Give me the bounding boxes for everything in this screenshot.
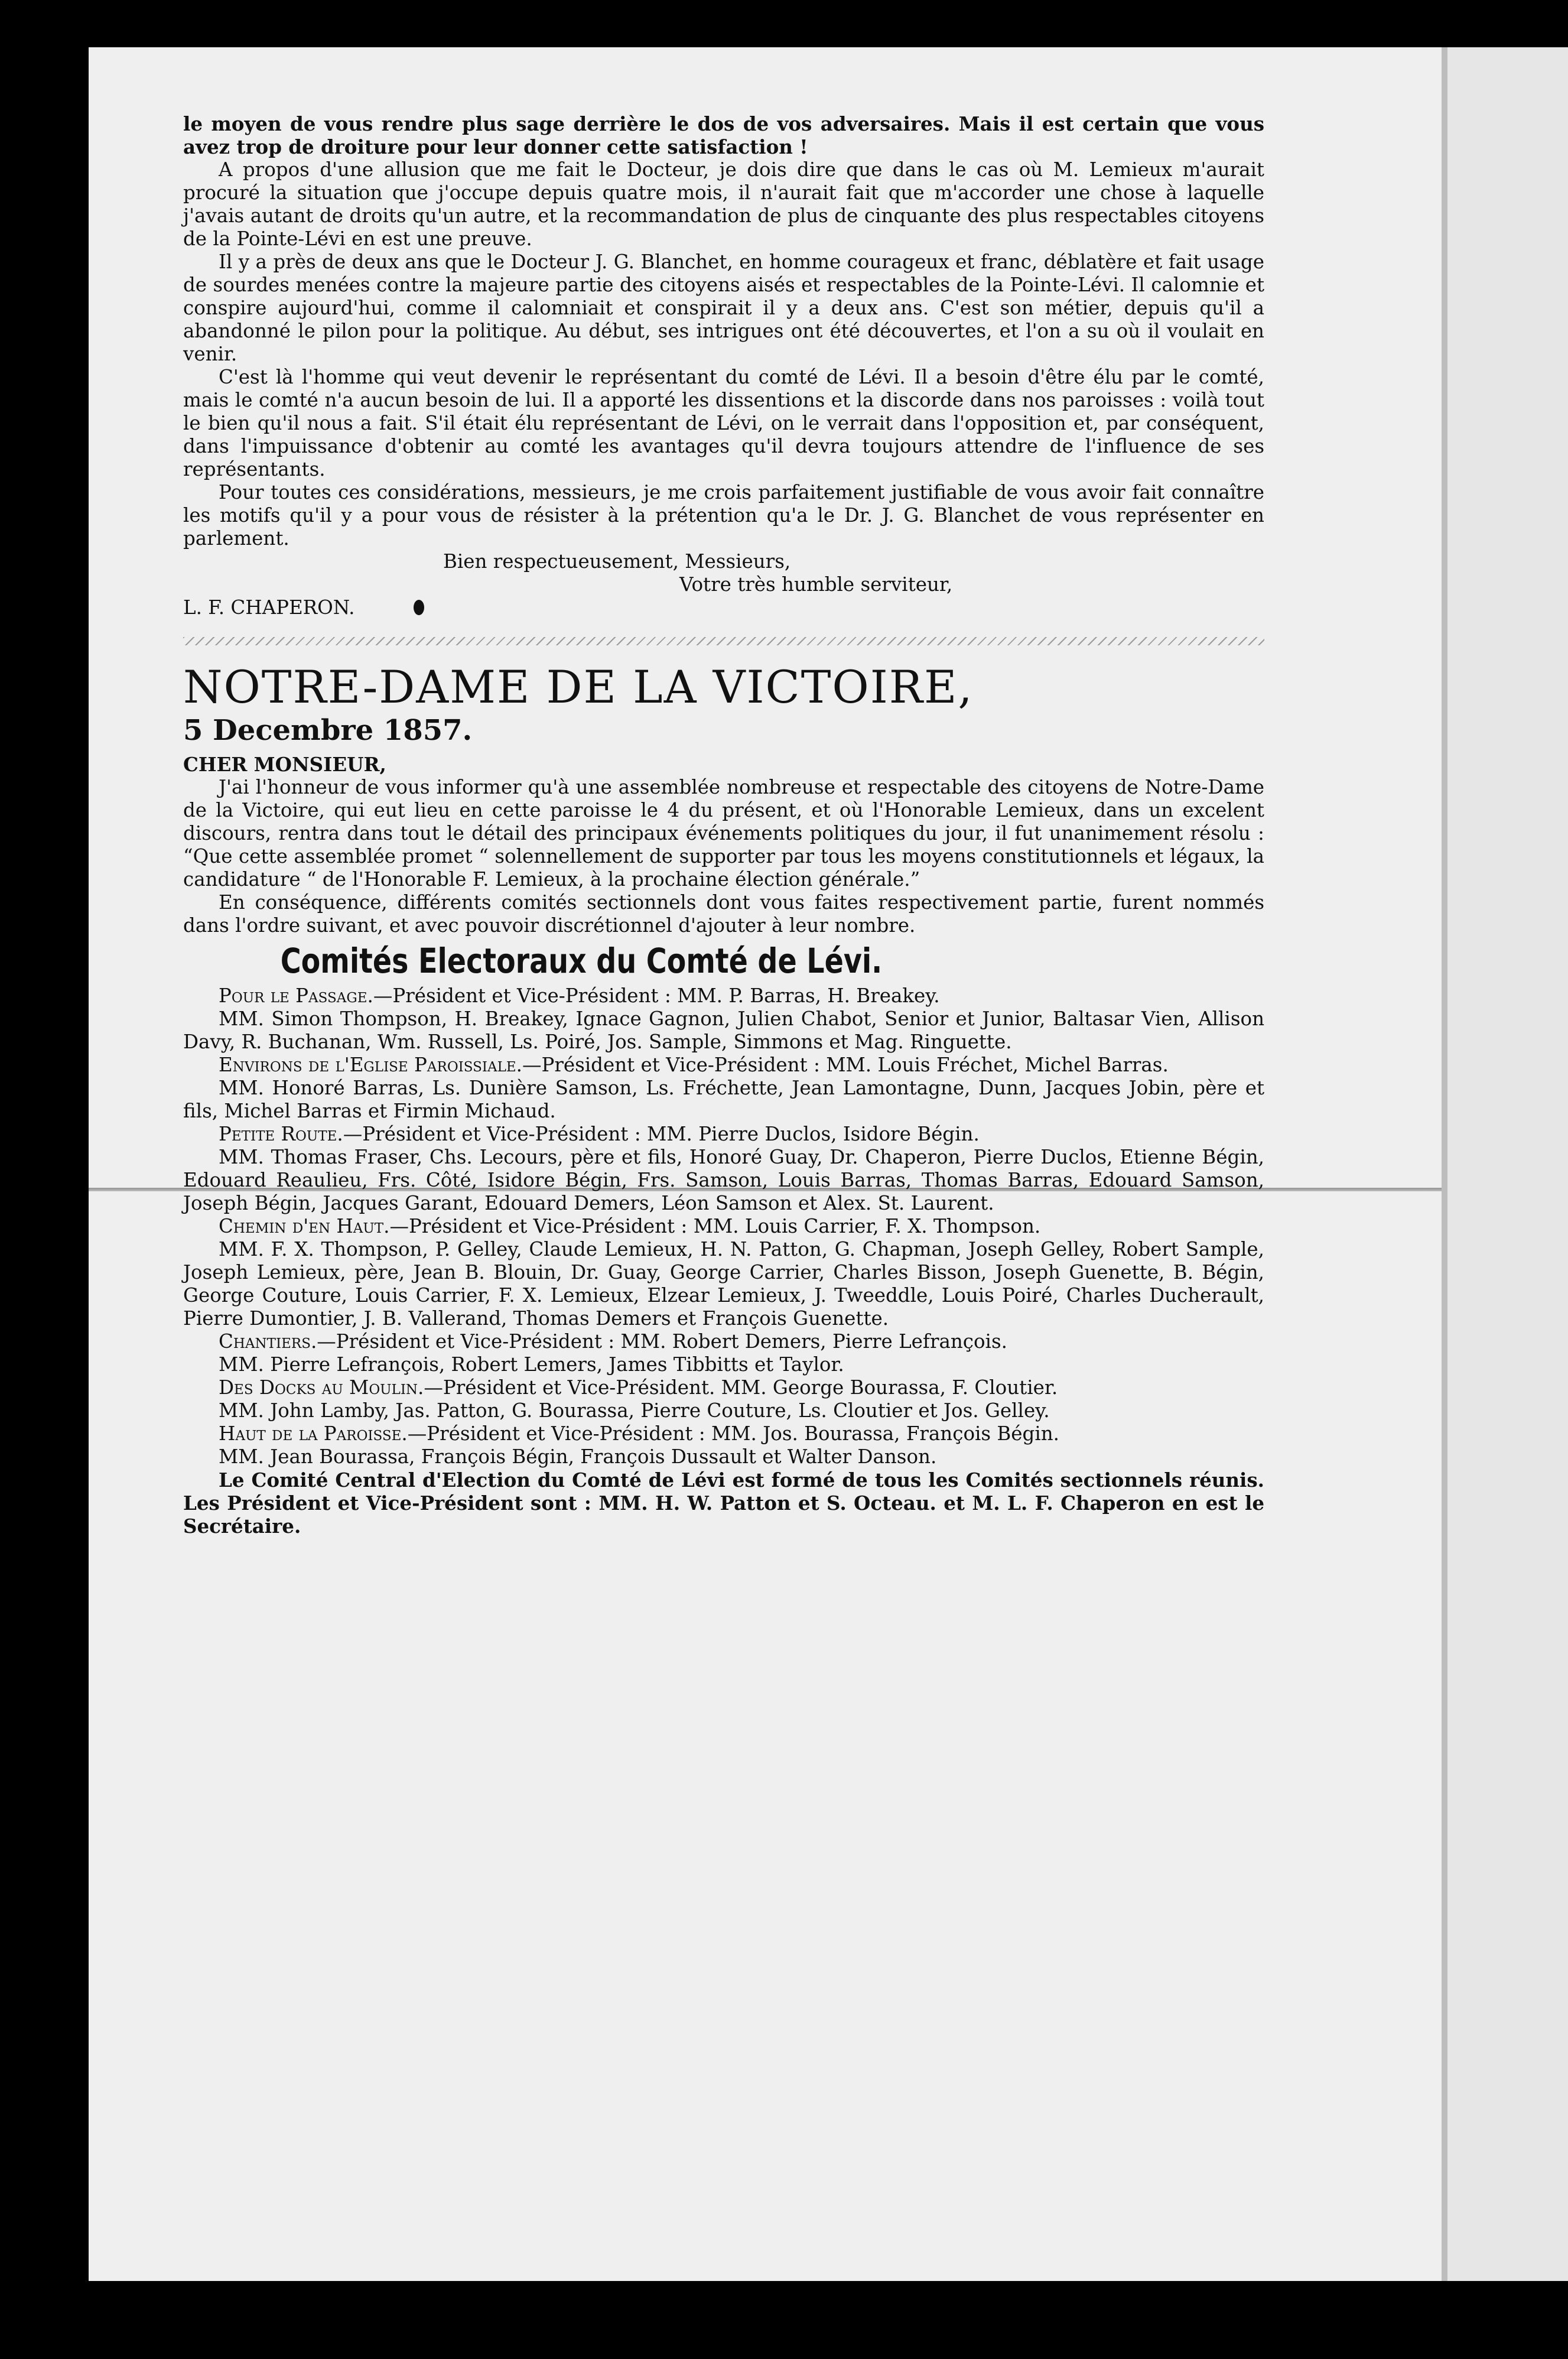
committee-members: MM. John Lamby, Jas. Patton, G. Bourassa, Pierre Couture, Ls. Cloutier et Jos. Gelley. bbox=[219, 1399, 1050, 1422]
committee-name: Des Docks au Moulin. bbox=[219, 1376, 424, 1399]
committee-members: MM. Thomas Fraser, Chs. Lecours, père et fils, Honoré Guay, Dr. Chaperon, Pierre Duclos, Etienne Bégin, Edouard Reaulieu, Frs. Côté, Isidore Bégin, Frs. Samson, Louis Barras, Thomas Barras, Edouard Samson, Joseph Bégin, Jacques Garant, Edouard Demers, Léon Samson et Alex. St. Laurent. bbox=[183, 1146, 1264, 1214]
committee-officers-text: —Président et Vice-Président : MM. Pierre Duclos, Isidore Bégin. bbox=[343, 1123, 980, 1145]
central-committee-paragraph: Le Comité Central d'Election du Comté de Lévi est formé de tous les Comités sectionnels réunis. Les Président et Vice-Président sont : MM. H. W. Patton et S. Octeau. et M. L. F. Chaperon en est le Secrétaire. bbox=[183, 1468, 1264, 1538]
notice-title: NOTRE-DAME DE LA VICTOIRE, bbox=[183, 661, 974, 713]
document-content bbox=[183, 112, 1264, 1538]
letter-paragraph-4: C'est là l'homme qui veut devenir le représentant du comté de Lévi. Il a besoin d'être élu par le comté, mais le comté n'a aucun besoin de lui. Il a apporté les dissentions et la discorde dans nos paroisses : voilà tout le bien qu'il nous a fait. S'il était élu représentant de Lévi, on le verrait dans l'opposition et, par conséquent, dans l'impuissance d'obtenir au comté les avantages qu'il devra toujours attendre de l'influence de ses représentants. bbox=[183, 366, 1264, 480]
ink-dot bbox=[414, 600, 424, 615]
committee-officers bbox=[183, 1123, 1264, 1146]
notice-paragraph-2: En conséquence, différents comités sectionnels dont vous faites respectivement partie, furent nommés dans l'ordre suivant, et avec pouvoir discrétionnel d'ajouter à leur nombre. bbox=[183, 891, 1264, 937]
committee-officers bbox=[183, 1376, 1264, 1399]
committee-officers-text: —Président et Vice-Président : MM. Louis Fréchet, Michel Barras. bbox=[522, 1054, 1169, 1076]
notice-section bbox=[183, 662, 1264, 937]
letter-signature: L. F. CHAPERON. bbox=[183, 596, 355, 619]
section-divider bbox=[183, 637, 1264, 645]
adjacent-page-edge bbox=[1447, 47, 1568, 2281]
committee-officers-text: —Président et Vice-Président : MM. Jos. Bourassa, François Bégin. bbox=[407, 1422, 1059, 1445]
committee-members: MM. Honoré Barras, Ls. Dunière Samson, Ls. Fréchette, Jean Lamontagne, Dunn, Jacques Jobin, père et fils, Michel Barras et Firmin Michaud. bbox=[183, 1077, 1264, 1122]
committee-officers-text: —Président et Vice-Président. MM. George Bourassa, F. Cloutier. bbox=[424, 1376, 1058, 1399]
committee-members: MM. Pierre Lefrançois, Robert Lemers, James Tibbitts et Taylor. bbox=[219, 1353, 844, 1376]
committee-officers bbox=[183, 1215, 1264, 1238]
committee-members: MM. F. X. Thompson, P. Gelley, Claude Lemieux, H. N. Patton, G. Chapman, Joseph Gelley, Robert Sample, Joseph Lemieux, père, Jean B. Blouin, Dr. Guay, George Carrier, Charles Bisson, Joseph Guenette, B. Bégin, George Couture, Louis Carrier, F. X. Lemieux, Elzear Lemieux, J. Tweeddle, Louis Poiré, Charles Ducherault, Pierre Dumontier, J. B. Vallerand, Thomas Demers et François Guenette. bbox=[183, 1238, 1264, 1330]
committee-name: Environs de l'Eglise Paroissiale. bbox=[219, 1054, 522, 1076]
letter-paragraph-1: le moyen de vous rendre plus sage derrière le dos de vos adversaires. Mais il est certain que vous avez trop de droiture pour leur donner cette satisfaction ! bbox=[183, 112, 1264, 158]
committee-members: MM. Simon Thompson, H. Breakey, Ignace Gagnon, Julien Chabot, Senior et Junior, Baltasar Vien, Allison Davy, R. Buchanan, Wm. Russell, Ls. Poiré, Jos. Sample, Simmons et Mag. Ringuette. bbox=[183, 1008, 1264, 1053]
committee-name: Chantiers. bbox=[219, 1330, 317, 1353]
letter-paragraph-5: Pour toutes ces considérations, messieurs, je me crois parfaitement justifiable de vous avoir fait connaître les motifs qu'il y a pour vous de résister à la prétention qu'a le Dr. J. G. Blanchet de vous représenter en parlement. bbox=[183, 481, 1264, 550]
notice-date: 5 Decembre 1857. bbox=[183, 714, 473, 747]
committee-officers-text: —Président et Vice-Président : MM. Louis Carrier, F. X. Thompson. bbox=[389, 1215, 1041, 1237]
committee-members: MM. Jean Bourassa, François Bégin, François Dussault et Walter Danson. bbox=[219, 1445, 937, 1468]
committee-officers bbox=[183, 1054, 1264, 1077]
letter-closing: Bien respectueusement, Messieurs, bbox=[443, 550, 791, 573]
committee-name: Pour le Passage. bbox=[219, 984, 373, 1007]
committee-name: Haut de la Paroisse. bbox=[219, 1422, 408, 1445]
committee-officers-text: —Président et Vice-Président : MM. Robert Demers, Pierre Lefrançois. bbox=[317, 1330, 1007, 1353]
committee-officers bbox=[183, 1330, 1264, 1353]
letter-paragraph-3: Il y a près de deux ans que le Docteur J. G. Blanchet, en homme courageux et franc, déblatère et fait usage de sourdes menées contre la majeure partie des citoyens aisés et respectables de la Pointe-Lévi. Il calomnie et conspire aujourd'hui, comme il calomniait et conspirait il y a deux ans. C'est son métier, depuis qu'il a abandonné le pilon pour la politique. Au début, ses intrigues ont été découvertes, et l'on a su où il voulait en venir. bbox=[183, 251, 1264, 365]
committees-section bbox=[183, 937, 1264, 1538]
committee-officers bbox=[183, 1422, 1264, 1445]
letter-signature-line bbox=[183, 596, 1264, 619]
committee-name: Petite Route. bbox=[219, 1123, 343, 1145]
notice-salutation: CHER MONSIEUR, bbox=[183, 753, 386, 776]
committee-name: Chemin d'en Haut. bbox=[219, 1215, 390, 1237]
letter-paragraph-2: A propos d'une allusion que me fait le Docteur, je dois dire que dans le cas où M. Lemieux m'aurait procuré la situation que j'occupe depuis quatre mois, il n'aurait fait que m'accorder une chose à laquelle j'avais autant de droits qu'un autre, et la recommandation de plus de cinquante des plus respectables citoyens de la Pointe-Lévi en est une preuve. bbox=[183, 158, 1264, 250]
letter-servant: Votre très humble serviteur, bbox=[679, 573, 953, 596]
committee-officers bbox=[183, 984, 1264, 1008]
committees-title: Comités Electoraux du Comté de Lévi. bbox=[280, 941, 883, 981]
letter-section bbox=[183, 112, 1264, 619]
notice-paragraph-1: J'ai l'honneur de vous informer qu'à une assemblée nombreuse et respectable des citoyens de Notre-Dame de la Victoire, qui eut lieu en cette paroisse le 4 du présent, et où l'Honorable Lemieux, dans un excelent discours, rentra dans tout le détail des principaux événements politiques du jour, il fut unanimement résolu : “Que cette assemblée promet “ solennellement de supporter par tous les moyens constitutionnels et légaux, la candidature “ de l'Honorable F. Lemieux, à la prochaine élection générale.” bbox=[183, 776, 1264, 891]
committee-officers-text: —Président et Vice-Président : MM. P. Barras, H. Breakey. bbox=[373, 984, 940, 1007]
